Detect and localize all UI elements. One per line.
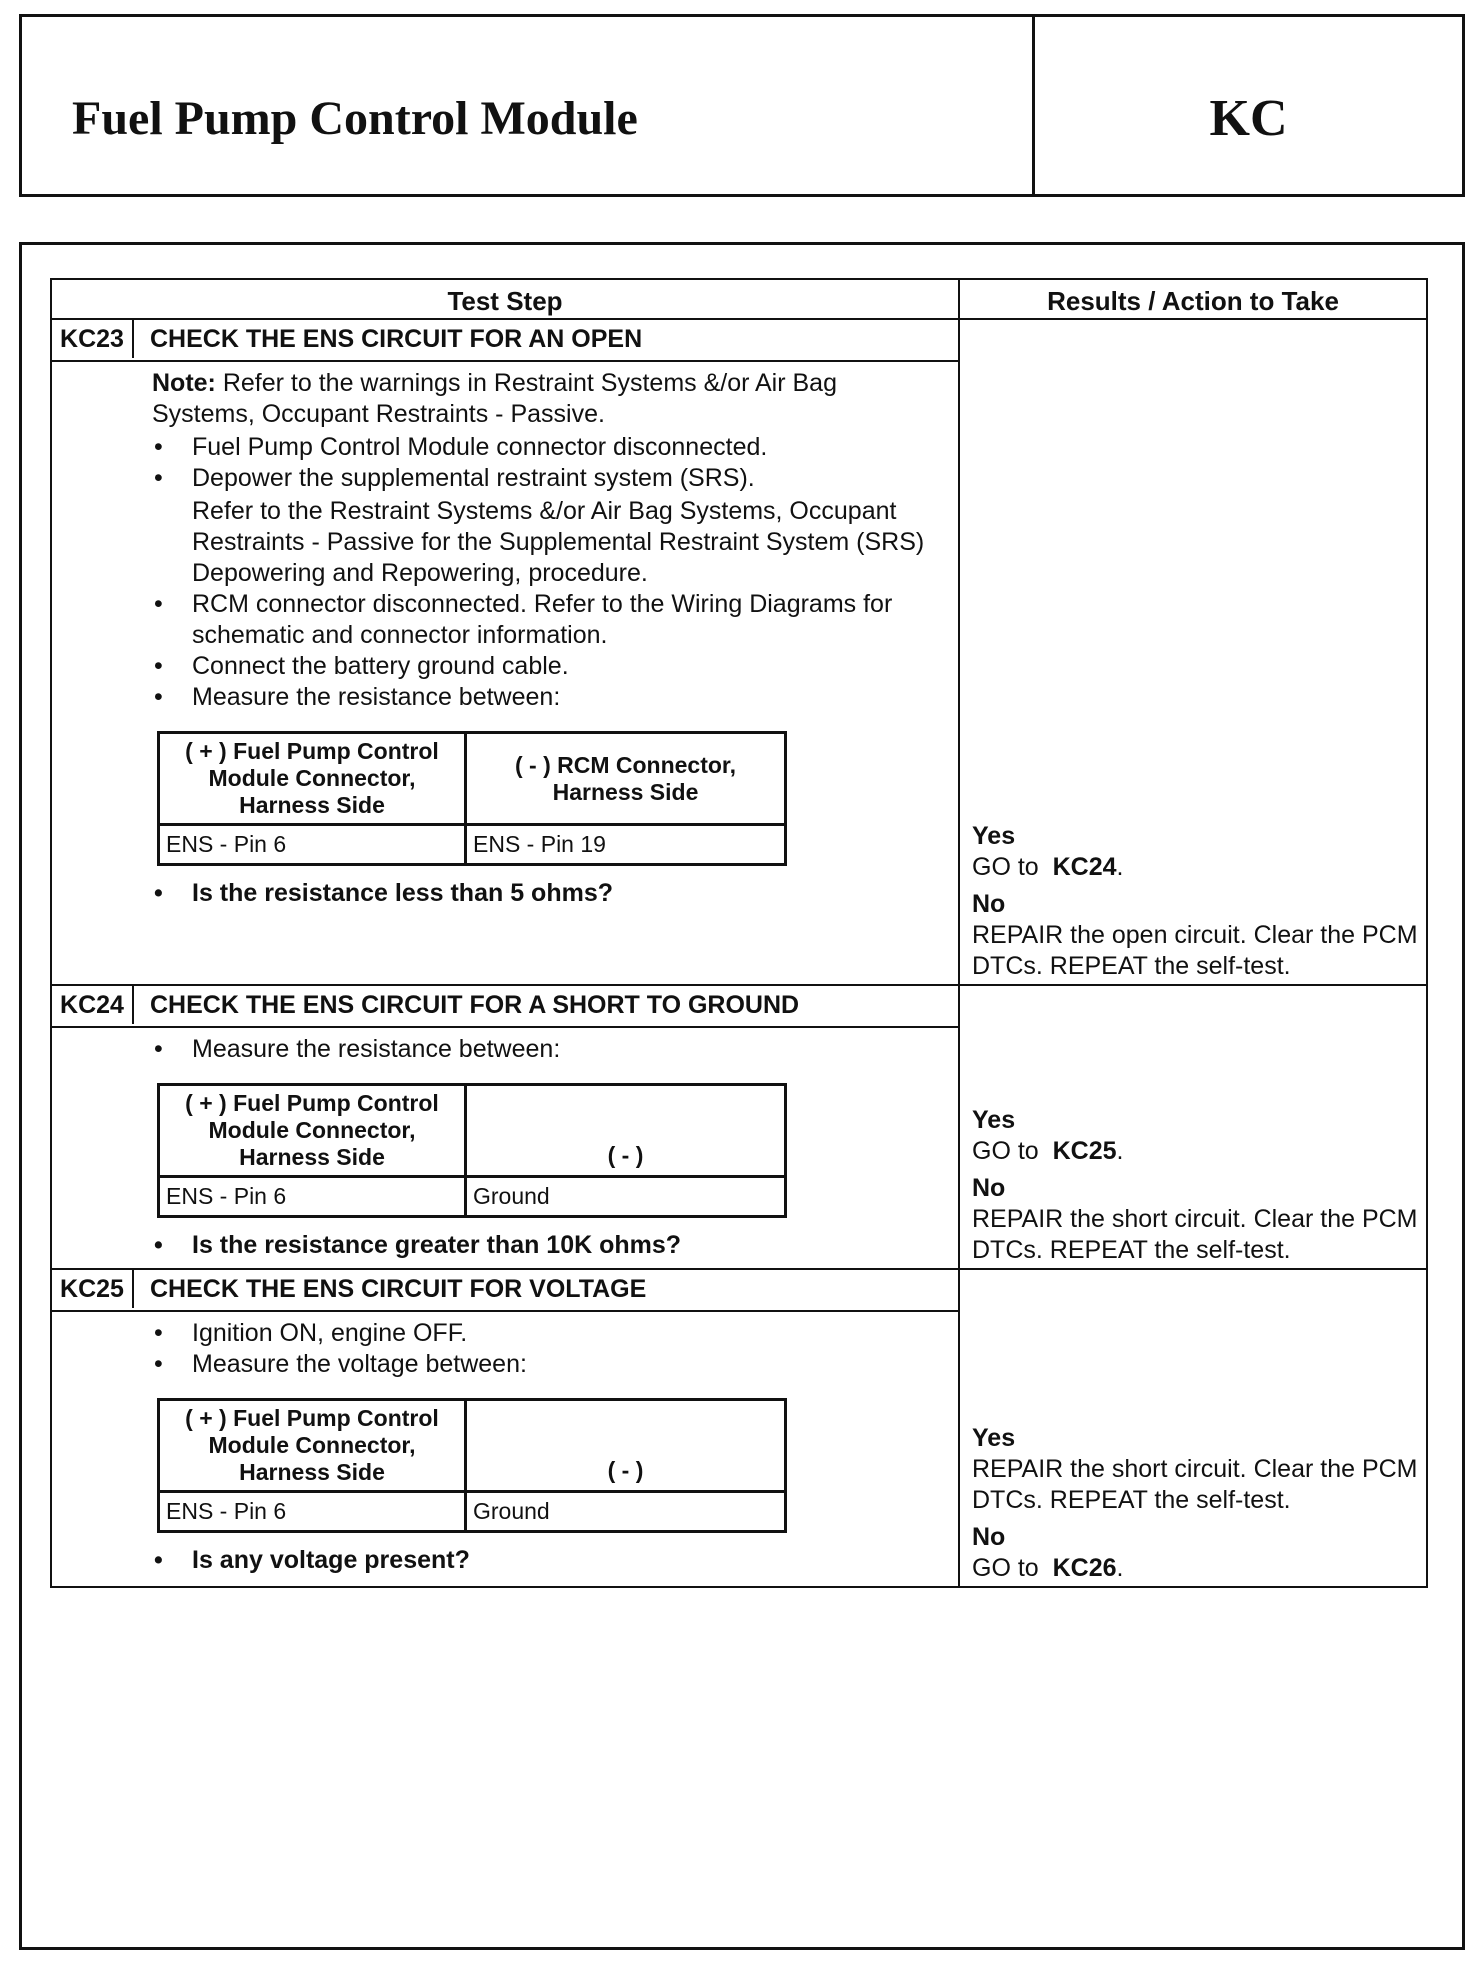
step-header [52, 1270, 958, 1312]
no-label: No [972, 1174, 1006, 1202]
step-title: CHECK THE ENS CIRCUIT FOR A SHORT TO GROUND [150, 991, 800, 1019]
step-number: KC25 [52, 1270, 134, 1308]
step-body [52, 1312, 958, 1576]
test-table [50, 278, 1428, 1588]
step-number: KC23 [52, 320, 134, 358]
instruction-list [152, 589, 938, 713]
step-number: KC24 [52, 986, 134, 1024]
col-header-test-step: Test Step [52, 280, 960, 318]
meas-value-positive: ENS - Pin 6 [159, 1492, 466, 1532]
yes-label: Yes [972, 1106, 1016, 1134]
yes-action: GO to KC25. [972, 1137, 1124, 1165]
instruction-list [152, 1034, 938, 1065]
yes-action: GO to KC24. [972, 853, 1124, 881]
meas-value-positive: ENS - Pin 6 [159, 1177, 466, 1217]
meas-value-negative: Ground [466, 1492, 786, 1532]
step-row-kc24 [50, 986, 1428, 1270]
no-action: REPAIR the short circuit. Clear the PCM DTCs. REPEAT the self-test. [972, 1205, 1418, 1264]
instruction-list [152, 432, 938, 494]
list-item: • Connect the battery ground cable. [152, 651, 938, 682]
meas-header-positive: ( + ) Fuel Pump Control Module Connector, Harness Side [159, 1085, 466, 1177]
no-action: REPAIR the open circuit. Clear the PCM DTCs. REPEAT the self-test. [972, 921, 1418, 980]
step-question: • Is any voltage present? [152, 1545, 938, 1576]
step-result [972, 1423, 1418, 1584]
note-text: Refer to the warnings in Restraint Systems &/or Air Bag Systems, Occupant Restraints - Passive. [152, 369, 837, 428]
list-item: • Measure the voltage between: [152, 1349, 938, 1380]
page-header [19, 14, 1465, 197]
goto-step-link[interactable]: KC26 [1052, 1554, 1117, 1582]
yes-label: Yes [972, 822, 1016, 850]
page-title: Fuel Pump Control Module [72, 92, 638, 145]
step-header [52, 320, 958, 362]
list-item: • Measure the resistance between: [152, 1034, 938, 1065]
step-body [52, 362, 958, 909]
goto-step-link[interactable]: KC25 [1052, 1137, 1117, 1165]
meas-header-negative: ( - ) [466, 1400, 786, 1492]
measurement-table [157, 731, 787, 866]
yes-label: Yes [972, 1424, 1016, 1452]
step-question: • Is the resistance less than 5 ohms? [152, 878, 938, 909]
note-label: Note: [152, 369, 216, 397]
instruction-list [152, 1318, 938, 1380]
list-item: • Ignition ON, engine OFF. [152, 1318, 938, 1349]
no-label: No [972, 890, 1006, 918]
meas-header-negative: ( - ) [466, 1085, 786, 1177]
step-question: • Is the resistance greater than 10K ohms? [152, 1230, 938, 1261]
list-item: • Measure the resistance between: [152, 682, 938, 713]
col-header-results: Results / Action to Take [1047, 286, 1339, 316]
table-header-row [50, 278, 1428, 320]
meas-header-negative: ( - ) RCM Connector, Harness Side [466, 733, 786, 825]
list-item: • Depower the supplemental restraint system (SRS). [152, 463, 938, 494]
step-header [52, 986, 958, 1028]
meas-header-positive: ( + ) Fuel Pump Control Module Connector, Harness Side [159, 733, 466, 825]
sub-instruction: Refer to the Restraint Systems &/or Air Bag Systems, Occupant Restraints - Passive for the Supplemental Restraint System (SRS) Depowering and Repowering, procedure. [192, 497, 925, 587]
section-code: KC [1209, 90, 1288, 147]
yes-action: REPAIR the short circuit. Clear the PCM DTCs. REPEAT the self-test. [972, 1455, 1418, 1514]
meas-value-negative: Ground [466, 1177, 786, 1217]
step-title: CHECK THE ENS CIRCUIT FOR AN OPEN [150, 325, 643, 353]
meas-value-negative: ENS - Pin 19 [466, 825, 786, 865]
meas-header-positive: ( + ) Fuel Pump Control Module Connector, Harness Side [159, 1400, 466, 1492]
list-item: • RCM connector disconnected. Refer to the Wiring Diagrams for schematic and connector information. [152, 589, 938, 651]
measurement-table [157, 1083, 787, 1218]
step-title: CHECK THE ENS CIRCUIT FOR VOLTAGE [150, 1275, 647, 1303]
step-result [972, 1105, 1418, 1266]
step-result [972, 821, 1418, 982]
note [152, 368, 938, 430]
measurement-table [157, 1398, 787, 1533]
list-item: • Fuel Pump Control Module connector disconnected. [152, 432, 938, 463]
step-row-kc25 [50, 1270, 1428, 1588]
step-row-kc23 [50, 320, 1428, 986]
meas-value-positive: ENS - Pin 6 [159, 825, 466, 865]
goto-step-link[interactable]: KC24 [1052, 853, 1117, 881]
step-body [52, 1028, 958, 1261]
no-action: GO to KC26. [972, 1554, 1124, 1582]
no-label: No [972, 1523, 1006, 1551]
